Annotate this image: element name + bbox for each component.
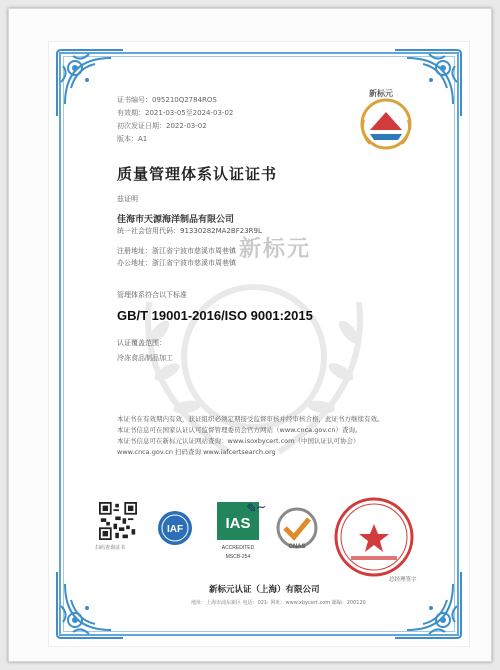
certificate-number: 证书编号：095210Q2784ROS bbox=[117, 96, 217, 104]
registered-address: 注册地址：浙江省宁波市慈溪市周巷镇 bbox=[117, 247, 236, 255]
standard-label: 管理体系符合以下标准 bbox=[117, 291, 187, 299]
iaf-logo-icon bbox=[157, 510, 193, 546]
terms-line: 本证书在有效期内有效，获证组织必须定期接受监督审核并经审核合格，此证书方继续有效。 bbox=[117, 415, 384, 423]
scope-label: 认证覆盖范围： bbox=[117, 339, 166, 347]
certificate-title: 质量管理体系认证证书 bbox=[117, 165, 278, 183]
terms-line: 本证书信息可在国家认证认可监督管理委员会官方网站（www.cnca.gov.cn）查询。 bbox=[117, 426, 362, 434]
cnas-logo-icon bbox=[275, 506, 319, 550]
issuing-organization: 新标元认证（上海）有限公司 bbox=[209, 585, 320, 595]
version: 版本：A1 bbox=[117, 135, 148, 143]
validity-period: 有效期：2021-03-05至2024-03-02 bbox=[117, 109, 234, 117]
qr-code-icon[interactable] bbox=[99, 502, 137, 540]
terms-line: www.cnca.gov.cn 扫码查询 www.iafcertsearch.org bbox=[117, 448, 276, 456]
handwritten-signature: ✎~ bbox=[244, 499, 268, 518]
watermark-text: 新标元 bbox=[239, 237, 312, 262]
iaf-text: IAF bbox=[166, 524, 184, 535]
certificate-meta bbox=[117, 94, 233, 146]
certificate-frame bbox=[8, 8, 492, 662]
qr-label: 扫码查询证书 bbox=[95, 545, 126, 551]
ias-code: MSCB-254 bbox=[225, 554, 251, 560]
credit-code: 统一社会信用代码：91330282MA2BF23R9L bbox=[117, 227, 262, 235]
office-address: 办公地址：浙江省宁波市慈溪市周巷镇 bbox=[117, 259, 236, 267]
first-issue-date: 初次发证日期：2022-03-02 bbox=[117, 122, 207, 130]
certifier-logo-icon bbox=[356, 92, 416, 152]
company-name: 佳海市天源海洋制品有限公司 bbox=[117, 215, 235, 225]
company-seal-icon bbox=[331, 494, 417, 580]
cnas-text: CNAS bbox=[288, 544, 306, 550]
certifier-logo-text: 新标元 bbox=[369, 89, 393, 98]
scope-value: 冷冻食品制品加工 bbox=[117, 354, 173, 362]
ias-subtext: ACCREDITED bbox=[221, 545, 255, 551]
standard-code: GB/T 19001-2016/ISO 9001:2015 bbox=[117, 308, 313, 323]
terms-paragraph bbox=[117, 414, 427, 458]
signature-label: 总经理签字 bbox=[389, 577, 417, 583]
ias-text: IAS bbox=[225, 515, 251, 532]
contact-line: 地址：上海市浦东新区 电话：021- 网址：www.xbycert.com 邮编：200120 bbox=[191, 600, 366, 606]
terms-line: 本证书信息可在新标元认证网站查询：www.isoxbycert.com（中国认证认可协会） bbox=[117, 437, 360, 445]
award-label: 兹证明 bbox=[117, 195, 138, 203]
certificate-paper bbox=[48, 41, 470, 647]
